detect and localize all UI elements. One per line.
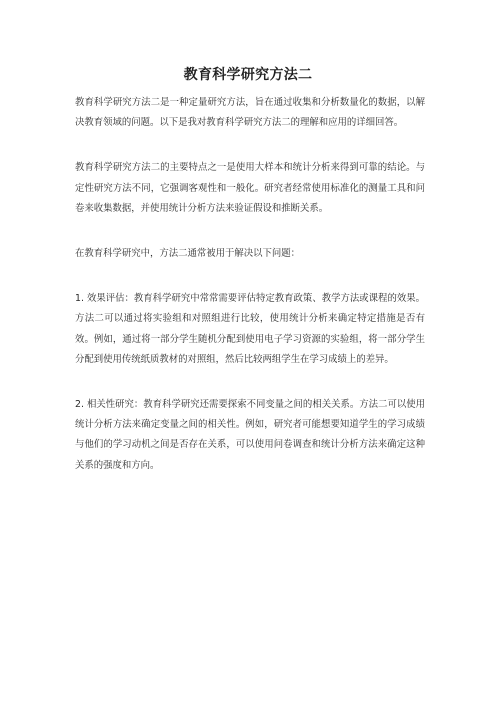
paragraph-features: 教育科学研究方法二的主要特点之一是使用大样本和统计分析来得到可靠的结论。与定性研究方法不同，它强调客观性和一般化。研究者经常使用标准化的测量工具和问卷来收集数据，并使用统计分析方法来验证假设和推断关系。 [75, 162, 425, 214]
document-body [75, 93, 425, 501]
paragraph-problems-intro: 在教育科学研究中，方法二通常被用于解决以下问题： [75, 248, 301, 260]
paragraph-correlation-study: 2. 相关性研究：教育科学研究还需要探索不同变量之间的相关关系。方法二可以使用统计分析方法来确定变量之间的相关性。例如，研究者可能想要知道学生的学习成绩与他们的学习动机之间是否存在关系，可以使用问卷调查和统计分析方法来确定这种关系的强度和方向。 [75, 399, 425, 471]
document-title: 教育科学研究方法二 [183, 67, 313, 83]
paragraph-intro: 教育科学研究方法二是一种定量研究方法，旨在通过收集和分析数量化的数据，以解决教育领域的问题。以下是我对教育科学研究方法二的理解和应用的详细回答。 [75, 97, 425, 129]
paragraph-effect-evaluation: 1. 效果评估：教育科学研究中常常需要评估特定教育政策、教学方法或课程的效果。方法二可以通过将实验组和对照组进行比较，使用统计分析来确定特定措施是否有效。例如，通过将一部分学生随机分配到使用电子学习资源的实验组，将一部分学生分配到使用传统纸质教材的对照组，然后比较两组学生在学习成绩上的差异。 [75, 293, 425, 365]
